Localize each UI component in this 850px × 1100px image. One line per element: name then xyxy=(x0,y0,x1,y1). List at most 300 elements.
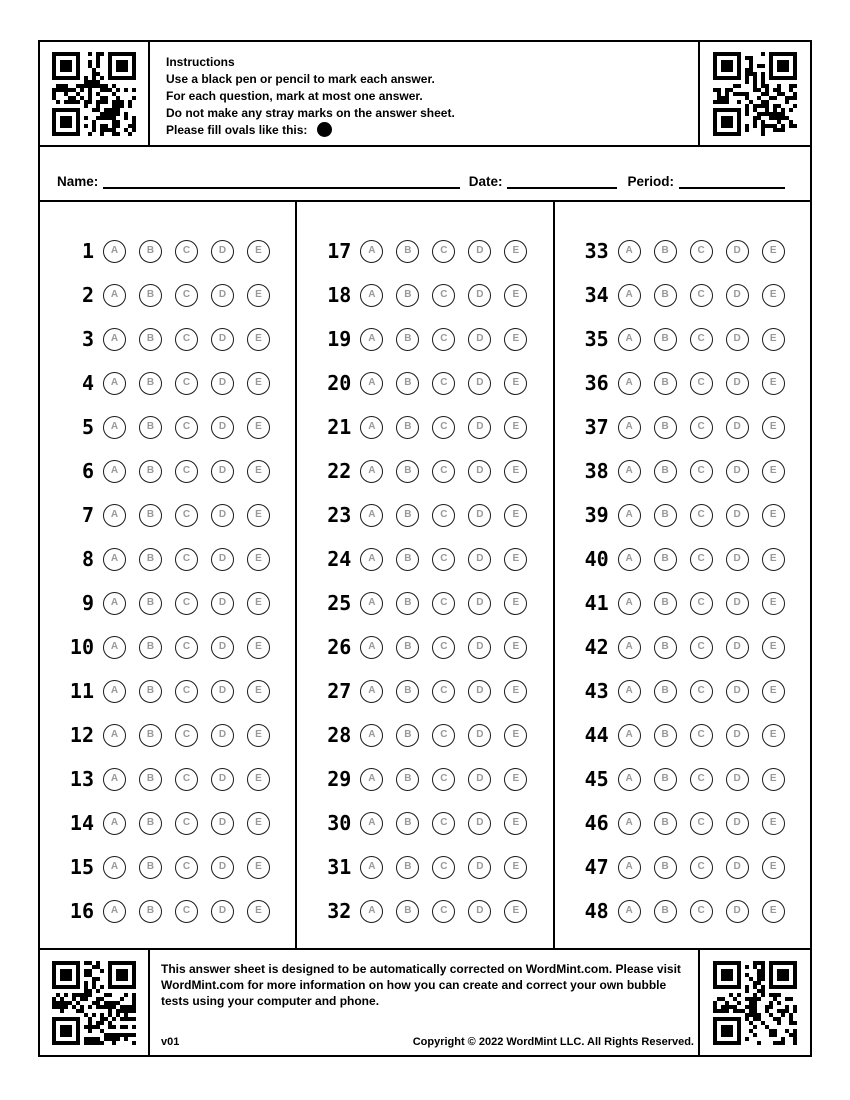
bubble-q40-c[interactable] xyxy=(690,548,713,571)
bubble-letter: E xyxy=(769,685,777,696)
bubble-q43-c[interactable] xyxy=(690,680,713,703)
bubble-q10-b[interactable] xyxy=(139,636,162,659)
bubble-q2-b[interactable] xyxy=(139,284,162,307)
bubble-letter: D xyxy=(476,509,484,520)
bubble-q46-d[interactable] xyxy=(726,812,749,835)
bubble-q14-b[interactable] xyxy=(139,812,162,835)
bubble-q44-c[interactable] xyxy=(690,724,713,747)
bubble-q34-e[interactable] xyxy=(762,284,785,307)
bubble-q17-e[interactable] xyxy=(504,240,527,263)
bubble-q27-b[interactable] xyxy=(396,680,419,703)
bubble-q13-a[interactable] xyxy=(103,768,126,791)
bubble-q37-e[interactable] xyxy=(762,416,785,439)
bubble-q31-a[interactable] xyxy=(360,856,383,879)
instruction-line-2: For each question, mark at most one answer. xyxy=(166,89,423,103)
bubble-letter: D xyxy=(218,553,227,564)
bubble-q11-e[interactable] xyxy=(247,680,270,703)
bubble-q3-a[interactable] xyxy=(103,328,126,351)
bubble-q24-b[interactable] xyxy=(396,548,419,571)
bubble-letter: B xyxy=(404,333,412,344)
bubble-q22-a[interactable] xyxy=(360,460,383,483)
bubble-q12-a[interactable] xyxy=(103,724,126,747)
bubble-q48-e[interactable] xyxy=(762,900,785,923)
bubble-q23-a[interactable] xyxy=(360,504,383,527)
bubble-q39-d[interactable] xyxy=(726,504,749,527)
bubble-q3-b[interactable] xyxy=(139,328,162,351)
bubble-q20-b[interactable] xyxy=(396,372,419,395)
bubble-q45-b[interactable] xyxy=(654,768,677,791)
bubble-q41-a[interactable] xyxy=(618,592,641,615)
bubble-q41-b[interactable] xyxy=(654,592,677,615)
bubble-q36-d[interactable] xyxy=(726,372,749,395)
question-number: 17 xyxy=(327,239,352,263)
bubble-q3-e[interactable] xyxy=(247,328,270,351)
bubble-letter: C xyxy=(182,597,191,608)
bubble-q6-d[interactable] xyxy=(211,460,234,483)
question-number: 25 xyxy=(327,591,352,615)
bubble-q6-a[interactable] xyxy=(103,460,126,483)
bubble-q18-d[interactable] xyxy=(468,284,491,307)
bubble-q17-a[interactable] xyxy=(360,240,383,263)
bubble-q25-a[interactable] xyxy=(360,592,383,615)
bubble-letter: A xyxy=(110,333,119,344)
bubble-q5-e[interactable] xyxy=(247,416,270,439)
bubble-q12-e[interactable] xyxy=(247,724,270,747)
bubble-q10-a[interactable] xyxy=(103,636,126,659)
bubble-q2-c[interactable] xyxy=(175,284,198,307)
bubble-q21-a[interactable] xyxy=(360,416,383,439)
bubble-q42-e[interactable] xyxy=(762,636,785,659)
bubble-q36-c[interactable] xyxy=(690,372,713,395)
bubble-q29-a[interactable] xyxy=(360,768,383,791)
bubble-q48-b[interactable] xyxy=(654,900,677,923)
bubble-q5-c[interactable] xyxy=(175,416,198,439)
bubble-q26-a[interactable] xyxy=(360,636,383,659)
bubble-q4-d[interactable] xyxy=(211,372,234,395)
bubble-q19-d[interactable] xyxy=(468,328,491,351)
bubble-q21-c[interactable] xyxy=(432,416,455,439)
bubble-q35-d[interactable] xyxy=(726,328,749,351)
bubble-letter: A xyxy=(625,861,633,872)
bubble-q46-e[interactable] xyxy=(762,812,785,835)
question-number: 7 xyxy=(81,503,94,527)
bubble-q17-b[interactable] xyxy=(396,240,419,263)
bubble-letter: A xyxy=(110,729,119,740)
bubble-q32-c[interactable] xyxy=(432,900,455,923)
bubble-q36-a[interactable] xyxy=(618,372,641,395)
bubble-letter: D xyxy=(218,465,227,476)
bubble-q19-c[interactable] xyxy=(432,328,455,351)
bubble-letter: E xyxy=(255,377,262,388)
bubble-q25-e[interactable] xyxy=(504,592,527,615)
bubble-q31-d[interactable] xyxy=(468,856,491,879)
bubble-q2-d[interactable] xyxy=(211,284,234,307)
bubble-q6-e[interactable] xyxy=(247,460,270,483)
bubble-q14-a[interactable] xyxy=(103,812,126,835)
bubble-letter: E xyxy=(512,905,520,916)
bubble-q7-b[interactable] xyxy=(139,504,162,527)
bubble-q29-c[interactable] xyxy=(432,768,455,791)
bubble-q27-e[interactable] xyxy=(504,680,527,703)
question-row-15 xyxy=(40,845,295,889)
bubble-letter: E xyxy=(769,245,777,256)
bubble-q3-c[interactable] xyxy=(175,328,198,351)
bubble-q37-a[interactable] xyxy=(618,416,641,439)
bubble-q35-b[interactable] xyxy=(654,328,677,351)
bubble-q45-d[interactable] xyxy=(726,768,749,791)
question-row-9 xyxy=(40,581,295,625)
bubble-q32-b[interactable] xyxy=(396,900,419,923)
bubble-letter: E xyxy=(512,377,520,388)
bubble-letter: C xyxy=(697,333,705,344)
bubble-q30-c[interactable] xyxy=(432,812,455,835)
qr-code-top-right-icon xyxy=(713,52,797,136)
bubble-letter: C xyxy=(697,729,705,740)
bubble-q34-d[interactable] xyxy=(726,284,749,307)
bubble-letter: B xyxy=(661,905,669,916)
bubble-q8-b[interactable] xyxy=(139,548,162,571)
bubble-q42-b[interactable] xyxy=(654,636,677,659)
bubble-q48-c[interactable] xyxy=(690,900,713,923)
bubble-q25-c[interactable] xyxy=(432,592,455,615)
bubble-q12-c[interactable] xyxy=(175,724,198,747)
bubble-q35-e[interactable] xyxy=(762,328,785,351)
bubble-q47-d[interactable] xyxy=(726,856,749,879)
bubble-q29-e[interactable] xyxy=(504,768,527,791)
bubble-q33-e[interactable] xyxy=(762,240,785,263)
bubble-q17-d[interactable] xyxy=(468,240,491,263)
bubble-q34-c[interactable] xyxy=(690,284,713,307)
bubble-q16-b[interactable] xyxy=(139,900,162,923)
bubble-q41-d[interactable] xyxy=(726,592,749,615)
bubble-q9-a[interactable] xyxy=(103,592,126,615)
bubble-q43-a[interactable] xyxy=(618,680,641,703)
bubble-q18-e[interactable] xyxy=(504,284,527,307)
date-field-line[interactable] xyxy=(507,175,617,189)
bubble-q33-d[interactable] xyxy=(726,240,749,263)
bubble-q32-e[interactable] xyxy=(504,900,527,923)
bubble-q43-b[interactable] xyxy=(654,680,677,703)
bubble-q28-c[interactable] xyxy=(432,724,455,747)
bubble-q5-b[interactable] xyxy=(139,416,162,439)
question-row-2 xyxy=(40,273,295,317)
bubble-q35-c[interactable] xyxy=(690,328,713,351)
bubble-q21-b[interactable] xyxy=(396,416,419,439)
bubble-q37-c[interactable] xyxy=(690,416,713,439)
bubble-q15-c[interactable] xyxy=(175,856,198,879)
period-field-line[interactable] xyxy=(679,175,785,189)
bubble-q9-e[interactable] xyxy=(247,592,270,615)
bubble-q22-d[interactable] xyxy=(468,460,491,483)
question-column-1 xyxy=(40,202,297,948)
bubble-q38-e[interactable] xyxy=(762,460,785,483)
bubble-q20-e[interactable] xyxy=(504,372,527,395)
bubble-q4-c[interactable] xyxy=(175,372,198,395)
bubble-q22-e[interactable] xyxy=(504,460,527,483)
bubble-q20-c[interactable] xyxy=(432,372,455,395)
bubble-q4-a[interactable] xyxy=(103,372,126,395)
bubble-q28-a[interactable] xyxy=(360,724,383,747)
bubble-q2-a[interactable] xyxy=(103,284,126,307)
bubble-q47-e[interactable] xyxy=(762,856,785,879)
bubble-q7-d[interactable] xyxy=(211,504,234,527)
bubble-q10-c[interactable] xyxy=(175,636,198,659)
bubble-q20-d[interactable] xyxy=(468,372,491,395)
bubble-letter: C xyxy=(697,817,705,828)
bubble-q34-b[interactable] xyxy=(654,284,677,307)
bubble-q17-c[interactable] xyxy=(432,240,455,263)
bubble-q39-a[interactable] xyxy=(618,504,641,527)
bubble-q28-e[interactable] xyxy=(504,724,527,747)
bubble-q8-c[interactable] xyxy=(175,548,198,571)
bubble-q44-d[interactable] xyxy=(726,724,749,747)
bubble-q15-e[interactable] xyxy=(247,856,270,879)
bubble-q35-a[interactable] xyxy=(618,328,641,351)
bubble-q13-b[interactable] xyxy=(139,768,162,791)
bubble-q11-d[interactable] xyxy=(211,680,234,703)
bubble-letter: B xyxy=(404,817,412,828)
bubble-q27-d[interactable] xyxy=(468,680,491,703)
bubble-q46-c[interactable] xyxy=(690,812,713,835)
bubble-q33-c[interactable] xyxy=(690,240,713,263)
question-number: 23 xyxy=(327,503,352,527)
bubble-q14-e[interactable] xyxy=(247,812,270,835)
bubble-q16-e[interactable] xyxy=(247,900,270,923)
bubble-q38-c[interactable] xyxy=(690,460,713,483)
bubble-q10-d[interactable] xyxy=(211,636,234,659)
bubble-q48-a[interactable] xyxy=(618,900,641,923)
bubble-q32-d[interactable] xyxy=(468,900,491,923)
bubble-q27-c[interactable] xyxy=(432,680,455,703)
bubble-letter: D xyxy=(476,245,484,256)
bubble-q43-e[interactable] xyxy=(762,680,785,703)
bubble-q8-e[interactable] xyxy=(247,548,270,571)
bubble-letter: A xyxy=(368,685,376,696)
bubble-q19-b[interactable] xyxy=(396,328,419,351)
bubble-q39-b[interactable] xyxy=(654,504,677,527)
bubble-q1-e[interactable] xyxy=(247,240,270,263)
bubble-q44-a[interactable] xyxy=(618,724,641,747)
bubble-q24-d[interactable] xyxy=(468,548,491,571)
bubble-q38-b[interactable] xyxy=(654,460,677,483)
bubble-q13-c[interactable] xyxy=(175,768,198,791)
bubble-q8-d[interactable] xyxy=(211,548,234,571)
bubble-q19-e[interactable] xyxy=(504,328,527,351)
bubble-q23-c[interactable] xyxy=(432,504,455,527)
bubble-q30-d[interactable] xyxy=(468,812,491,835)
bubble-letter: B xyxy=(661,377,669,388)
bubble-q13-e[interactable] xyxy=(247,768,270,791)
bubble-q26-c[interactable] xyxy=(432,636,455,659)
bubble-q24-e[interactable] xyxy=(504,548,527,571)
bubble-q29-b[interactable] xyxy=(396,768,419,791)
bubble-q3-d[interactable] xyxy=(211,328,234,351)
bubble-q7-c[interactable] xyxy=(175,504,198,527)
bubble-q33-b[interactable] xyxy=(654,240,677,263)
bubble-letter: D xyxy=(733,729,741,740)
bubble-q22-c[interactable] xyxy=(432,460,455,483)
bubble-q30-b[interactable] xyxy=(396,812,419,835)
bubble-q36-b[interactable] xyxy=(654,372,677,395)
question-row-34 xyxy=(555,273,810,317)
bubble-q11-a[interactable] xyxy=(103,680,126,703)
bubble-q40-a[interactable] xyxy=(618,548,641,571)
bubble-q12-d[interactable] xyxy=(211,724,234,747)
bubble-q12-b[interactable] xyxy=(139,724,162,747)
bubble-letter: D xyxy=(218,861,227,872)
bubble-q30-e[interactable] xyxy=(504,812,527,835)
bubble-q38-d[interactable] xyxy=(726,460,749,483)
bubble-q24-a[interactable] xyxy=(360,548,383,571)
bubble-q47-c[interactable] xyxy=(690,856,713,879)
bubble-letter: B xyxy=(404,289,412,300)
bubble-q23-b[interactable] xyxy=(396,504,419,527)
bubble-q43-d[interactable] xyxy=(726,680,749,703)
bubble-q23-d[interactable] xyxy=(468,504,491,527)
bubble-q46-a[interactable] xyxy=(618,812,641,835)
bubble-q23-e[interactable] xyxy=(504,504,527,527)
bubble-q10-e[interactable] xyxy=(247,636,270,659)
bubble-q20-a[interactable] xyxy=(360,372,383,395)
bubble-q14-c[interactable] xyxy=(175,812,198,835)
bubble-q28-b[interactable] xyxy=(396,724,419,747)
bubble-q24-c[interactable] xyxy=(432,548,455,571)
bubble-letter: B xyxy=(404,509,412,520)
bubble-q42-d[interactable] xyxy=(726,636,749,659)
bubble-q6-b[interactable] xyxy=(139,460,162,483)
bubble-q9-d[interactable] xyxy=(211,592,234,615)
fill-example-text: Please fill ovals like this: xyxy=(166,123,308,137)
bubble-letter: C xyxy=(182,509,191,520)
question-number: 10 xyxy=(69,635,94,659)
bubble-q37-b[interactable] xyxy=(654,416,677,439)
bubble-q31-b[interactable] xyxy=(396,856,419,879)
bubble-q37-d[interactable] xyxy=(726,416,749,439)
bubble-q21-e[interactable] xyxy=(504,416,527,439)
bubble-q44-b[interactable] xyxy=(654,724,677,747)
bubble-q29-d[interactable] xyxy=(468,768,491,791)
bubble-q39-c[interactable] xyxy=(690,504,713,527)
bubble-q47-b[interactable] xyxy=(654,856,677,879)
bubble-q16-c[interactable] xyxy=(175,900,198,923)
bubble-q41-c[interactable] xyxy=(690,592,713,615)
question-number: 37 xyxy=(584,415,609,439)
bubble-q14-d[interactable] xyxy=(211,812,234,835)
bubble-letter: A xyxy=(368,773,376,784)
bubble-q22-b[interactable] xyxy=(396,460,419,483)
bubble-q4-e[interactable] xyxy=(247,372,270,395)
question-row-19 xyxy=(297,317,552,361)
bubble-q15-a[interactable] xyxy=(103,856,126,879)
bubble-q16-a[interactable] xyxy=(103,900,126,923)
question-number: 24 xyxy=(327,547,352,571)
bubble-q45-e[interactable] xyxy=(762,768,785,791)
bubble-q46-b[interactable] xyxy=(654,812,677,835)
bubble-q25-d[interactable] xyxy=(468,592,491,615)
bubble-q11-c[interactable] xyxy=(175,680,198,703)
bubble-q7-e[interactable] xyxy=(247,504,270,527)
bubble-q1-b[interactable] xyxy=(139,240,162,263)
bubble-q30-a[interactable] xyxy=(360,812,383,835)
bubble-q40-d[interactable] xyxy=(726,548,749,571)
bubble-q15-b[interactable] xyxy=(139,856,162,879)
name-field-line[interactable] xyxy=(103,175,459,189)
bubble-letter: B xyxy=(146,509,155,520)
bubble-q27-a[interactable] xyxy=(360,680,383,703)
bubble-letter: E xyxy=(512,465,520,476)
bubble-q34-a[interactable] xyxy=(618,284,641,307)
bubble-q32-a[interactable] xyxy=(360,900,383,923)
bubble-q19-a[interactable] xyxy=(360,328,383,351)
bubble-q42-a[interactable] xyxy=(618,636,641,659)
question-row-32 xyxy=(297,889,552,933)
bubble-q4-b[interactable] xyxy=(139,372,162,395)
bubble-q45-c[interactable] xyxy=(690,768,713,791)
bubble-q31-e[interactable] xyxy=(504,856,527,879)
bubble-letter: D xyxy=(733,597,741,608)
bubble-q45-a[interactable] xyxy=(618,768,641,791)
bubble-letter: B xyxy=(661,509,669,520)
bubble-q33-a[interactable] xyxy=(618,240,641,263)
bubble-letter: E xyxy=(255,905,262,916)
bubble-q47-a[interactable] xyxy=(618,856,641,879)
bubble-q21-d[interactable] xyxy=(468,416,491,439)
bubble-q38-a[interactable] xyxy=(618,460,641,483)
bubble-q9-c[interactable] xyxy=(175,592,198,615)
bubble-q41-e[interactable] xyxy=(762,592,785,615)
bubble-q26-b[interactable] xyxy=(396,636,419,659)
bubble-q39-e[interactable] xyxy=(762,504,785,527)
question-number: 48 xyxy=(584,899,609,923)
bubble-q7-a[interactable] xyxy=(103,504,126,527)
bubble-letter: A xyxy=(625,817,633,828)
bubble-q1-a[interactable] xyxy=(103,240,126,263)
bubble-q2-e[interactable] xyxy=(247,284,270,307)
question-row-3 xyxy=(40,317,295,361)
bubble-q9-b[interactable] xyxy=(139,592,162,615)
bubble-q40-e[interactable] xyxy=(762,548,785,571)
bubble-q25-b[interactable] xyxy=(396,592,419,615)
bubble-q31-c[interactable] xyxy=(432,856,455,879)
bubble-q5-d[interactable] xyxy=(211,416,234,439)
bubble-q5-a[interactable] xyxy=(103,416,126,439)
bubble-q8-a[interactable] xyxy=(103,548,126,571)
bubble-q28-d[interactable] xyxy=(468,724,491,747)
bubble-q15-d[interactable] xyxy=(211,856,234,879)
bubble-letter: E xyxy=(512,729,520,740)
bubble-q11-b[interactable] xyxy=(139,680,162,703)
bubble-q1-d[interactable] xyxy=(211,240,234,263)
bubble-q18-c[interactable] xyxy=(432,284,455,307)
bubble-q16-d[interactable] xyxy=(211,900,234,923)
bubble-letter: D xyxy=(733,685,741,696)
bubble-q18-a[interactable] xyxy=(360,284,383,307)
bubble-q42-c[interactable] xyxy=(690,636,713,659)
bubble-q44-e[interactable] xyxy=(762,724,785,747)
question-row-46 xyxy=(555,801,810,845)
bubble-q1-c[interactable] xyxy=(175,240,198,263)
bubble-q6-c[interactable] xyxy=(175,460,198,483)
bubble-q18-b[interactable] xyxy=(396,284,419,307)
bubble-q40-b[interactable] xyxy=(654,548,677,571)
bubble-q36-e[interactable] xyxy=(762,372,785,395)
bubble-q26-d[interactable] xyxy=(468,636,491,659)
bubble-q26-e[interactable] xyxy=(504,636,527,659)
bubble-q48-d[interactable] xyxy=(726,900,749,923)
bubble-letter: D xyxy=(733,465,741,476)
bubble-letter: B xyxy=(404,465,412,476)
bubble-q13-d[interactable] xyxy=(211,768,234,791)
